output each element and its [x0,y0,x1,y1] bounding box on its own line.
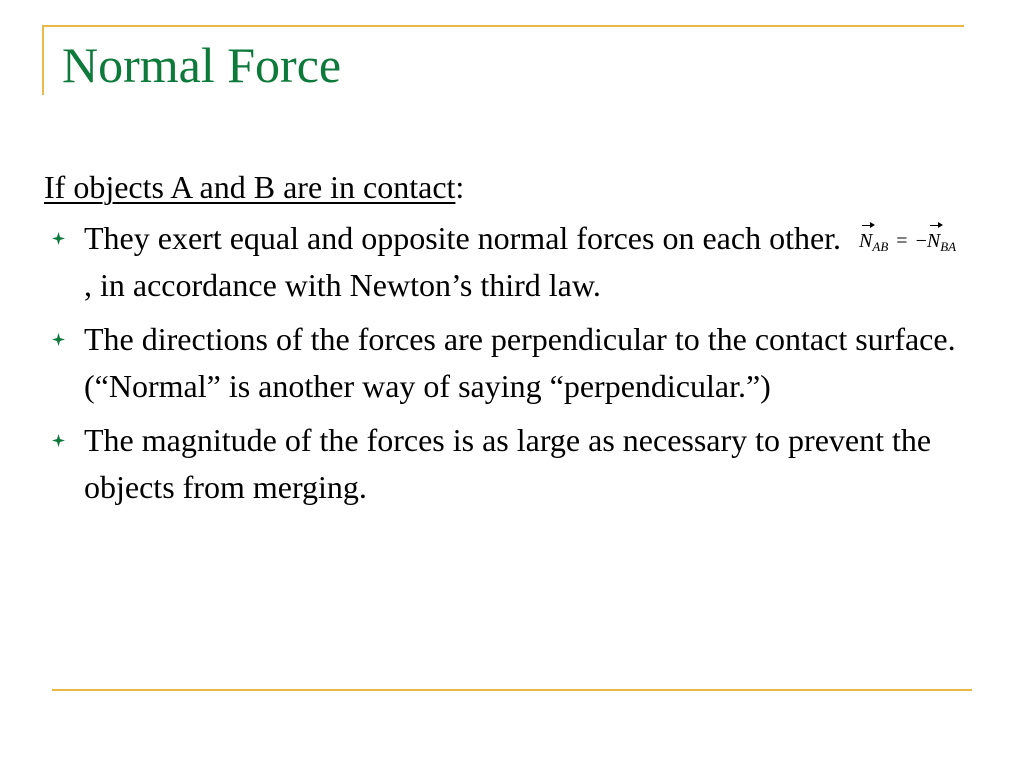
slide-content [44,164,974,518]
bullet-list [44,215,974,511]
equation-left-symbol: N [859,230,873,252]
vector-n-ab [859,231,872,251]
vector-n-ba [927,231,940,251]
bullet-text-before-equation: They exert equal and opposite normal forces on each other. [84,220,842,256]
list-item [44,215,974,309]
equation-left-subscript: AB [872,239,889,254]
list-item [44,316,974,410]
equation-right-symbol: N [926,230,941,252]
equation-operator: = [896,230,908,252]
frame-bottom-line [52,689,972,691]
list-item [44,417,974,511]
frame-left-line [42,25,44,95]
frame-top-line [42,25,964,27]
intro-suffix: : [455,169,465,205]
bullet-text: The magnitude of the forces is as large as necessary to prevent the objects from merging. [84,422,932,505]
intro-line [44,164,974,211]
equation-negation: − [915,230,927,252]
bullet-text: The directions of the forces are perpendicular to the contact surface. (“Normal” is another way of saying “perpendicular.”) [84,321,956,404]
newton-third-law-equation [859,231,956,253]
intro-underlined-text: If objects A and B are in contact [44,169,456,205]
slide-title: Normal Force [62,37,342,93]
diamond-bullet-icon [52,232,65,245]
equation-right-subscript: BA [940,239,957,254]
diamond-bullet-icon [52,333,65,346]
bullet-text-after-equation: , in accordance with Newton’s third law. [84,267,601,303]
diamond-bullet-icon [52,434,65,447]
